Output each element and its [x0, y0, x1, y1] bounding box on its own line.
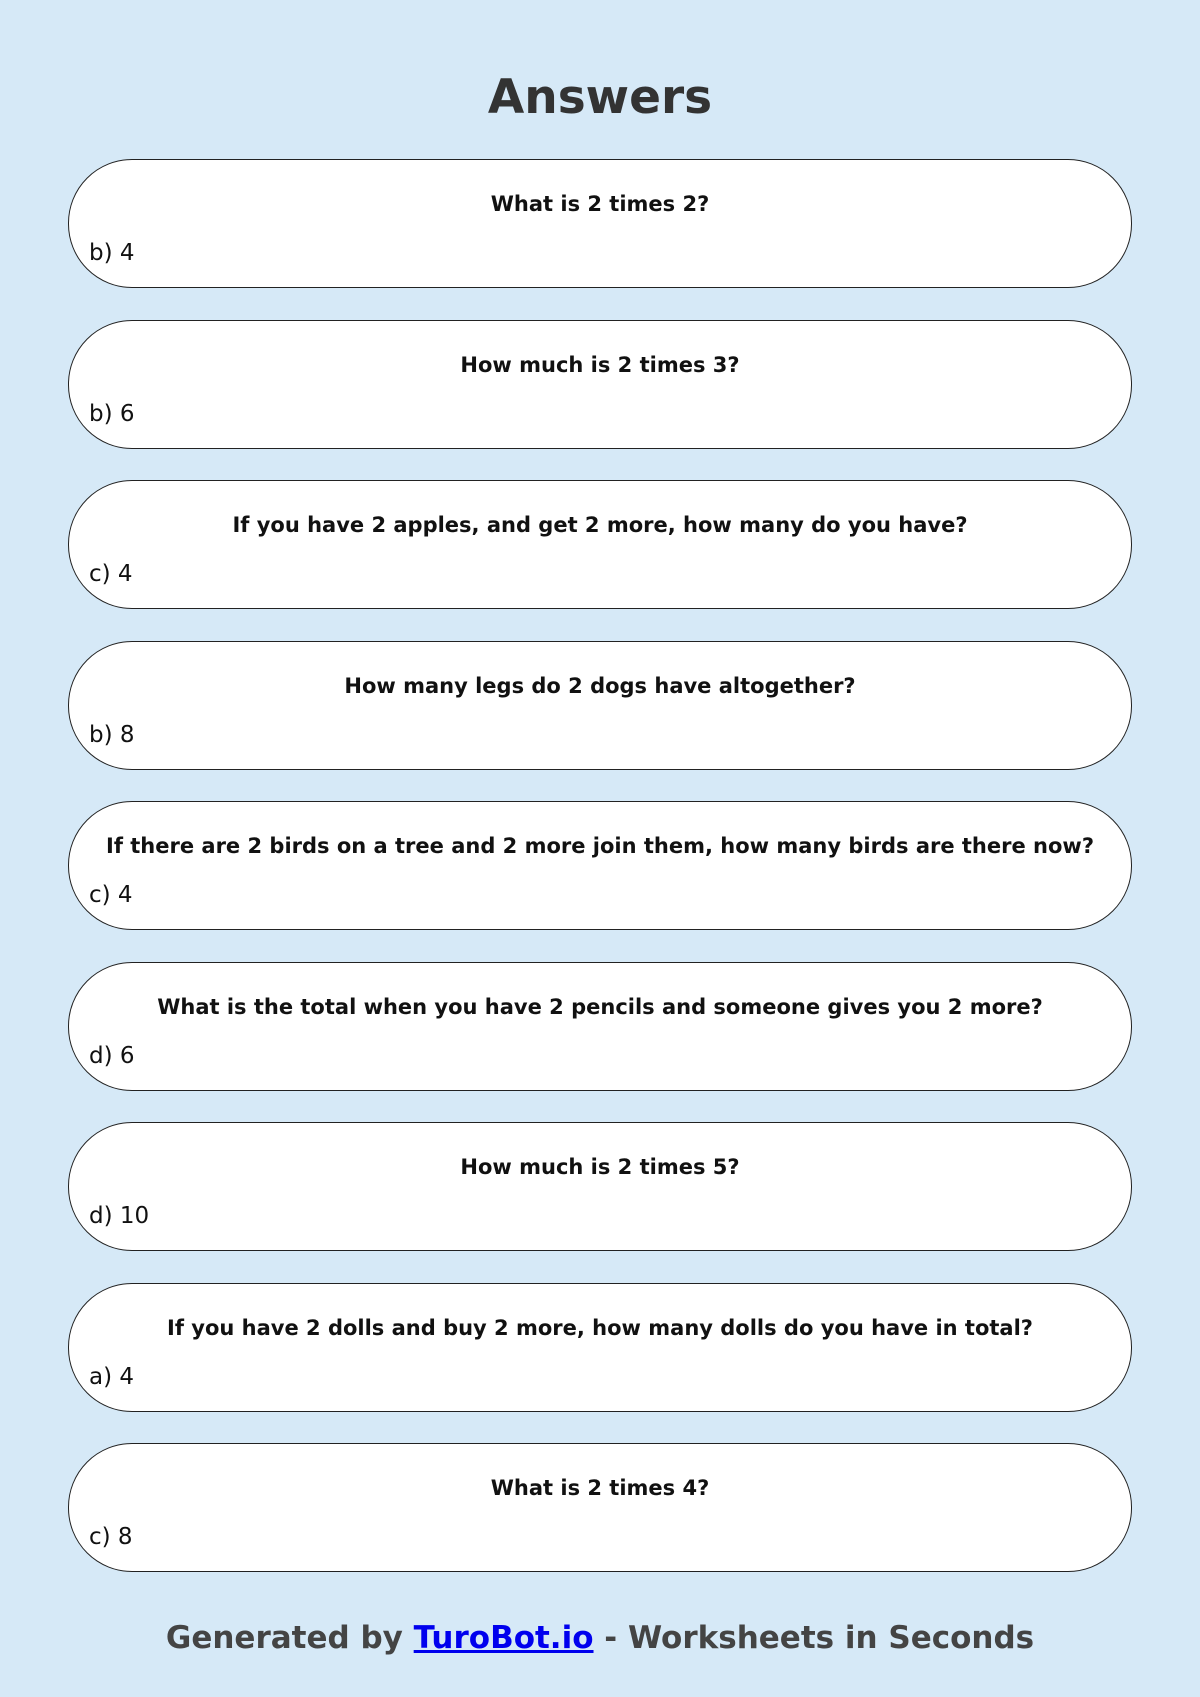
- footer: [0, 1618, 1200, 1658]
- answer-card: [68, 320, 1132, 449]
- answer-text: d) 10: [89, 1203, 150, 1229]
- question-text: How many legs do 2 dogs have altogether?: [344, 673, 856, 698]
- answer-card: [68, 801, 1132, 930]
- question-text: If you have 2 apples, and get 2 more, how many do you have?: [232, 513, 968, 537]
- answer-text: c) 8: [89, 1524, 133, 1550]
- answer-text: c) 4: [89, 882, 133, 908]
- question-text: If there are 2 birds on a tree and 2 more join them, how many birds are there now?: [106, 834, 1094, 858]
- answer-text: a) 4: [89, 1363, 135, 1390]
- question-text: If you have 2 dolls and buy 2 more, how many dolls do you have in total?: [167, 1315, 1033, 1340]
- answer-card: [68, 1283, 1132, 1412]
- question-text: What is 2 times 4?: [490, 1476, 710, 1500]
- answer-text: b) 4: [89, 240, 135, 266]
- answer-card: [68, 641, 1132, 770]
- footer-prefix: Generated by: [165, 1620, 414, 1656]
- question-text: What is the total when you have 2 pencils and someone gives you 2 more?: [157, 994, 1043, 1019]
- answer-text: b) 6: [89, 400, 135, 427]
- answer-text: c) 4: [89, 561, 133, 587]
- answer-card: [68, 480, 1132, 609]
- answer-list: [68, 159, 1132, 1604]
- footer-suffix: - Worksheets in Seconds: [593, 1620, 1035, 1656]
- answer-card: [68, 159, 1132, 288]
- question-text: How much is 2 times 3?: [460, 352, 740, 377]
- question-text: What is 2 times 2?: [490, 192, 710, 216]
- page-title: Answers: [487, 70, 713, 125]
- answer-card: [68, 962, 1132, 1091]
- answer-text: b) 8: [89, 721, 135, 748]
- answer-card: [68, 1443, 1132, 1572]
- question-text: How much is 2 times 5?: [460, 1155, 740, 1179]
- turobot-link[interactable]: TuroBot.io: [413, 1620, 594, 1656]
- answer-card: [68, 1122, 1132, 1251]
- answer-text: d) 6: [89, 1042, 135, 1069]
